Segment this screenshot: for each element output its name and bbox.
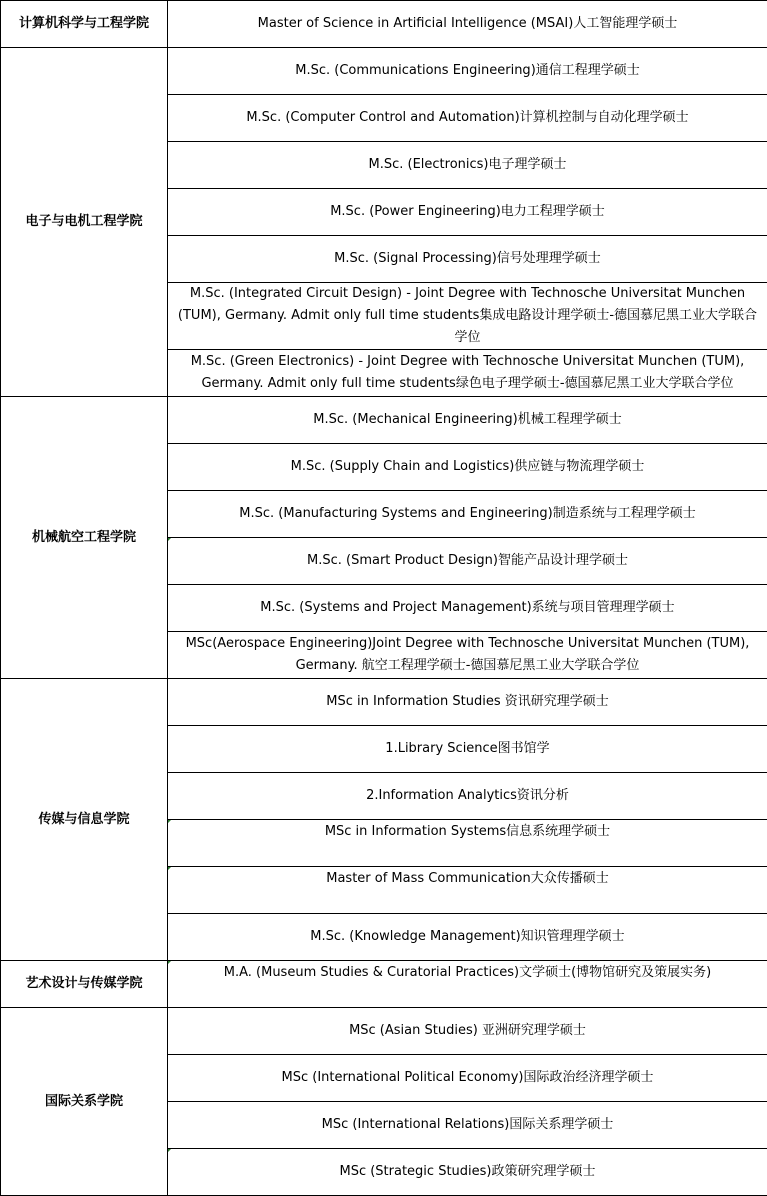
program-cell: Master of Mass Communication大众传播硕士 [168, 867, 767, 914]
table-row [1, 1008, 767, 1055]
program-cell: M.Sc. (Integrated Circuit Design) - Joint Degree with Technosche Universitat Munchen (TUM), Germany. Admit only full time students集成电路设计理学硕士-德国慕尼黑工业大学联合学位 [168, 283, 767, 350]
program-cell: M.Sc. (Green Electronics) - Joint Degree with Technosche Universitat Munchen (TUM), Germany. Admit only full time students绿色电子理学硕士-德国慕尼黑工业大学联合学位 [168, 350, 767, 397]
school-name: 艺术设计与传媒学院 [1, 961, 168, 1008]
program-cell: M.Sc. (Knowledge Management)知识管理理学硕士 [168, 914, 767, 961]
program-cell: M.Sc. (Signal Processing)信号处理理学硕士 [168, 236, 767, 283]
program-cell: M.Sc. (Computer Control and Automation)计算机控制与自动化理学硕士 [168, 95, 767, 142]
table-row [1, 961, 767, 1008]
program-cell: M.Sc. (Smart Product Design)智能产品设计理学硕士 [168, 538, 767, 585]
program-cell: MSc(Aerospace Engineering)Joint Degree with Technosche Universitat Munchen (TUM), Germany. 航空工程理学硕士-德国慕尼黑工业大学联合学位 [168, 632, 767, 679]
table-row [1, 48, 767, 95]
program-cell: M.Sc. (Systems and Project Management)系统与项目管理理学硕士 [168, 585, 767, 632]
program-cell: M.Sc. (Power Engineering)电力工程理学硕士 [168, 189, 767, 236]
program-cell: M.Sc. (Electronics)电子理学硕士 [168, 142, 767, 189]
program-cell: M.Sc. (Communications Engineering)通信工程理学硕士 [168, 48, 767, 95]
program-cell: 1.Library Science图书馆学 [168, 726, 767, 773]
school-name: 传媒与信息学院 [1, 679, 168, 961]
table-row [1, 1, 767, 48]
program-cell: M.Sc. (Manufacturing Systems and Engineering)制造系统与工程理学硕士 [168, 491, 767, 538]
program-cell: M.Sc. (Supply Chain and Logistics)供应链与物流理学硕士 [168, 444, 767, 491]
school-name: 机械航空工程学院 [1, 397, 168, 679]
program-cell: MSc (Asian Studies) 亚洲研究理学硕士 [168, 1008, 767, 1055]
program-cell: MSc (International Political Economy)国际政治经济理学硕士 [168, 1055, 767, 1102]
school-name: 电子与电机工程学院 [1, 48, 168, 397]
program-cell: 2.Information Analytics资讯分析 [168, 773, 767, 820]
program-cell: MSc in Information Systems信息系统理学硕士 [168, 820, 767, 867]
program-cell: MSc (International Relations)国际关系理学硕士 [168, 1102, 767, 1149]
table-row [1, 397, 767, 444]
school-name: 计算机科学与工程学院 [1, 1, 168, 48]
program-cell: MSc in Information Studies 资讯研究理学硕士 [168, 679, 767, 726]
school-name: 国际关系学院 [1, 1008, 168, 1196]
program-cell: M.A. (Museum Studies & Curatorial Practices)文学硕士(博物馆研究及策展实务) [168, 961, 767, 1008]
program-cell: Master of Science in Artificial Intelligence (MSAI)人工智能理学硕士 [168, 1, 767, 48]
table-row [1, 679, 767, 726]
program-cell: M.Sc. (Mechanical Engineering)机械工程理学硕士 [168, 397, 767, 444]
program-cell: MSc (Strategic Studies)政策研究理学硕士 [168, 1149, 767, 1196]
